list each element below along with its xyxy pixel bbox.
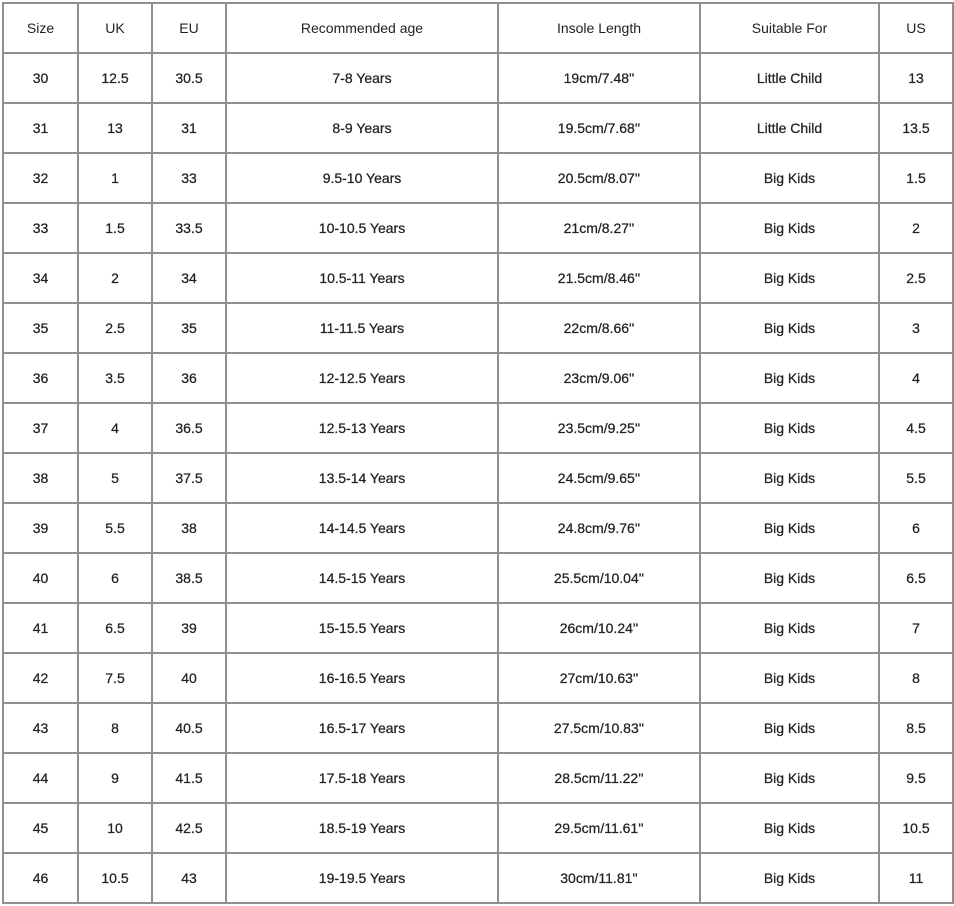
cell-suitable-for: Big Kids bbox=[701, 254, 880, 304]
cell-size: 34 bbox=[4, 254, 79, 304]
table-row bbox=[4, 704, 954, 754]
cell-suitable-for: Big Kids bbox=[701, 354, 880, 404]
cell-insole-length: 26cm/10.24'' bbox=[499, 604, 701, 654]
cell-size: 43 bbox=[4, 704, 79, 754]
cell-eu: 40.5 bbox=[153, 704, 227, 754]
cell-uk: 5 bbox=[79, 454, 153, 504]
cell-recommended-age: 10.5-11 Years bbox=[227, 254, 499, 304]
cell-suitable-for: Big Kids bbox=[701, 204, 880, 254]
cell-recommended-age: 10-10.5 Years bbox=[227, 204, 499, 254]
cell-insole-length: 20.5cm/8.07'' bbox=[499, 154, 701, 204]
cell-eu: 36.5 bbox=[153, 404, 227, 454]
table-row bbox=[4, 54, 954, 104]
cell-uk: 1 bbox=[79, 154, 153, 204]
cell-eu: 42.5 bbox=[153, 804, 227, 854]
table-row bbox=[4, 554, 954, 604]
cell-size: 31 bbox=[4, 104, 79, 154]
table-row bbox=[4, 304, 954, 354]
table-row bbox=[4, 154, 954, 204]
cell-eu: 31 bbox=[153, 104, 227, 154]
cell-us: 8.5 bbox=[880, 704, 954, 754]
cell-insole-length: 21cm/8.27'' bbox=[499, 204, 701, 254]
cell-recommended-age: 12-12.5 Years bbox=[227, 354, 499, 404]
cell-eu: 33.5 bbox=[153, 204, 227, 254]
cell-uk: 2 bbox=[79, 254, 153, 304]
cell-size: 42 bbox=[4, 654, 79, 704]
table-row bbox=[4, 454, 954, 504]
cell-uk: 2.5 bbox=[79, 304, 153, 354]
cell-insole-length: 19.5cm/7.68'' bbox=[499, 104, 701, 154]
cell-us: 13.5 bbox=[880, 104, 954, 154]
cell-us: 6 bbox=[880, 504, 954, 554]
table-row bbox=[4, 854, 954, 904]
cell-us: 11 bbox=[880, 854, 954, 904]
table-row bbox=[4, 604, 954, 654]
cell-eu: 41.5 bbox=[153, 754, 227, 804]
cell-insole-length: 23.5cm/9.25'' bbox=[499, 404, 701, 454]
table-row bbox=[4, 804, 954, 854]
cell-uk: 6.5 bbox=[79, 604, 153, 654]
cell-uk: 7.5 bbox=[79, 654, 153, 704]
table-row bbox=[4, 404, 954, 454]
cell-recommended-age: 13.5-14 Years bbox=[227, 454, 499, 504]
cell-uk: 3.5 bbox=[79, 354, 153, 404]
table-row bbox=[4, 654, 954, 704]
cell-suitable-for: Little Child bbox=[701, 104, 880, 154]
cell-insole-length: 22cm/8.66'' bbox=[499, 304, 701, 354]
cell-size: 45 bbox=[4, 804, 79, 854]
cell-us: 4 bbox=[880, 354, 954, 404]
table-header bbox=[4, 4, 954, 54]
cell-recommended-age: 9.5-10 Years bbox=[227, 154, 499, 204]
cell-recommended-age: 8-9 Years bbox=[227, 104, 499, 154]
cell-recommended-age: 14.5-15 Years bbox=[227, 554, 499, 604]
cell-size: 39 bbox=[4, 504, 79, 554]
column-header-eu: EU bbox=[153, 4, 227, 54]
cell-uk: 10 bbox=[79, 804, 153, 854]
cell-recommended-age: 14-14.5 Years bbox=[227, 504, 499, 554]
cell-suitable-for: Big Kids bbox=[701, 604, 880, 654]
cell-size: 44 bbox=[4, 754, 79, 804]
cell-size: 35 bbox=[4, 304, 79, 354]
cell-uk: 8 bbox=[79, 704, 153, 754]
cell-insole-length: 19cm/7.48'' bbox=[499, 54, 701, 104]
cell-size: 40 bbox=[4, 554, 79, 604]
cell-insole-length: 24.8cm/9.76'' bbox=[499, 504, 701, 554]
cell-us: 13 bbox=[880, 54, 954, 104]
column-header-uk: UK bbox=[79, 4, 153, 54]
cell-eu: 38 bbox=[153, 504, 227, 554]
cell-uk: 9 bbox=[79, 754, 153, 804]
cell-us: 4.5 bbox=[880, 404, 954, 454]
cell-eu: 43 bbox=[153, 854, 227, 904]
cell-recommended-age: 18.5-19 Years bbox=[227, 804, 499, 854]
cell-recommended-age: 19-19.5 Years bbox=[227, 854, 499, 904]
cell-size: 33 bbox=[4, 204, 79, 254]
cell-size: 32 bbox=[4, 154, 79, 204]
cell-insole-length: 29.5cm/11.61'' bbox=[499, 804, 701, 854]
cell-size: 46 bbox=[4, 854, 79, 904]
cell-insole-length: 27.5cm/10.83'' bbox=[499, 704, 701, 754]
cell-size: 41 bbox=[4, 604, 79, 654]
cell-us: 1.5 bbox=[880, 154, 954, 204]
cell-eu: 36 bbox=[153, 354, 227, 404]
cell-eu: 39 bbox=[153, 604, 227, 654]
column-header-recommended-age: Recommended age bbox=[227, 4, 499, 54]
cell-suitable-for: Big Kids bbox=[701, 854, 880, 904]
cell-us: 6.5 bbox=[880, 554, 954, 604]
table-row bbox=[4, 104, 954, 154]
cell-uk: 13 bbox=[79, 104, 153, 154]
cell-suitable-for: Big Kids bbox=[701, 304, 880, 354]
table-row bbox=[4, 354, 954, 404]
cell-uk: 4 bbox=[79, 404, 153, 454]
cell-eu: 33 bbox=[153, 154, 227, 204]
cell-suitable-for: Big Kids bbox=[701, 654, 880, 704]
cell-us: 2 bbox=[880, 204, 954, 254]
cell-suitable-for: Big Kids bbox=[701, 754, 880, 804]
cell-recommended-age: 11-11.5 Years bbox=[227, 304, 499, 354]
table-row bbox=[4, 754, 954, 804]
header-row bbox=[4, 4, 954, 54]
cell-eu: 37.5 bbox=[153, 454, 227, 504]
cell-us: 2.5 bbox=[880, 254, 954, 304]
column-header-us: US bbox=[880, 4, 954, 54]
table-body bbox=[4, 54, 954, 904]
cell-suitable-for: Big Kids bbox=[701, 404, 880, 454]
cell-eu: 34 bbox=[153, 254, 227, 304]
cell-size: 30 bbox=[4, 54, 79, 104]
cell-suitable-for: Big Kids bbox=[701, 804, 880, 854]
cell-size: 36 bbox=[4, 354, 79, 404]
cell-uk: 1.5 bbox=[79, 204, 153, 254]
cell-uk: 10.5 bbox=[79, 854, 153, 904]
column-header-suitable-for: Suitable For bbox=[701, 4, 880, 54]
cell-recommended-age: 15-15.5 Years bbox=[227, 604, 499, 654]
table-row bbox=[4, 254, 954, 304]
cell-uk: 5.5 bbox=[79, 504, 153, 554]
cell-suitable-for: Big Kids bbox=[701, 504, 880, 554]
cell-uk: 12.5 bbox=[79, 54, 153, 104]
cell-us: 9.5 bbox=[880, 754, 954, 804]
cell-eu: 35 bbox=[153, 304, 227, 354]
cell-recommended-age: 7-8 Years bbox=[227, 54, 499, 104]
table-row bbox=[4, 204, 954, 254]
cell-insole-length: 23cm/9.06'' bbox=[499, 354, 701, 404]
cell-uk: 6 bbox=[79, 554, 153, 604]
cell-insole-length: 25.5cm/10.04'' bbox=[499, 554, 701, 604]
column-header-size: Size bbox=[4, 4, 79, 54]
cell-us: 3 bbox=[880, 304, 954, 354]
cell-eu: 30.5 bbox=[153, 54, 227, 104]
cell-eu: 38.5 bbox=[153, 554, 227, 604]
cell-recommended-age: 16.5-17 Years bbox=[227, 704, 499, 754]
cell-insole-length: 21.5cm/8.46'' bbox=[499, 254, 701, 304]
cell-size: 37 bbox=[4, 404, 79, 454]
cell-suitable-for: Big Kids bbox=[701, 554, 880, 604]
cell-suitable-for: Little Child bbox=[701, 54, 880, 104]
cell-us: 5.5 bbox=[880, 454, 954, 504]
cell-suitable-for: Big Kids bbox=[701, 454, 880, 504]
size-chart-table bbox=[2, 2, 954, 904]
cell-eu: 40 bbox=[153, 654, 227, 704]
cell-insole-length: 24.5cm/9.65'' bbox=[499, 454, 701, 504]
cell-suitable-for: Big Kids bbox=[701, 154, 880, 204]
cell-insole-length: 27cm/10.63'' bbox=[499, 654, 701, 704]
cell-insole-length: 30cm/11.81'' bbox=[499, 854, 701, 904]
cell-us: 7 bbox=[880, 604, 954, 654]
cell-size: 38 bbox=[4, 454, 79, 504]
cell-recommended-age: 16-16.5 Years bbox=[227, 654, 499, 704]
column-header-insole-length: Insole Length bbox=[499, 4, 701, 54]
cell-recommended-age: 17.5-18 Years bbox=[227, 754, 499, 804]
cell-insole-length: 28.5cm/11.22'' bbox=[499, 754, 701, 804]
table-row bbox=[4, 504, 954, 554]
cell-recommended-age: 12.5-13 Years bbox=[227, 404, 499, 454]
cell-us: 10.5 bbox=[880, 804, 954, 854]
cell-us: 8 bbox=[880, 654, 954, 704]
cell-suitable-for: Big Kids bbox=[701, 704, 880, 754]
